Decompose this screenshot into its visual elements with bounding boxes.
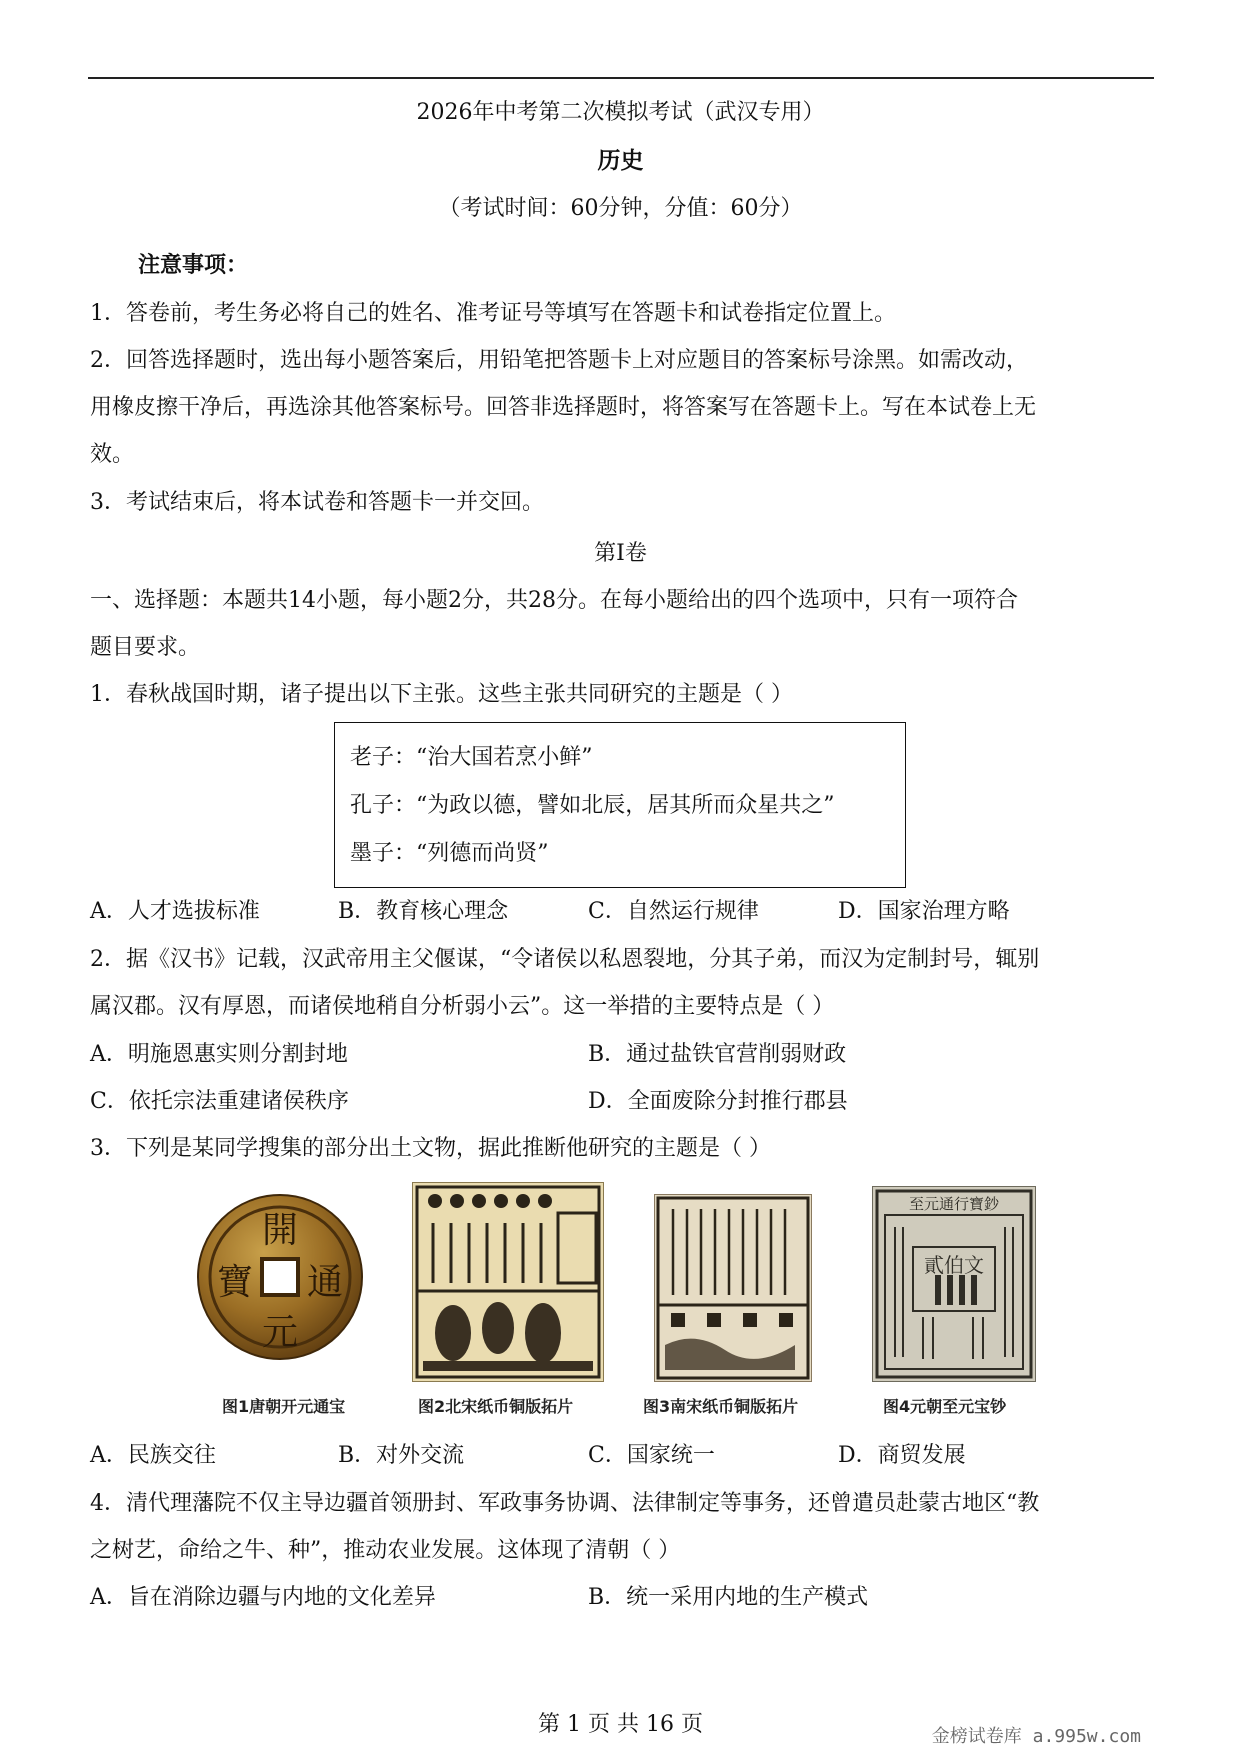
notice-item-2-line-3: 效。 bbox=[90, 442, 135, 467]
question-1-option-d: D．国家治理方略 bbox=[838, 899, 1010, 924]
question-1-stem: 1．春秋战国时期，诸子提出以下主张。这些主张共同研究的主题是（ ） bbox=[90, 682, 793, 707]
question-3-stem: 3．下列是某同学搜集的部分出土文物，据此推断他研究的主题是（ ） bbox=[90, 1136, 771, 1161]
question-3-option-c: C．国家统一 bbox=[588, 1443, 715, 1468]
notice-item-3: 3．考试结束后，将本试卷和答题卡一并交回。 bbox=[90, 490, 544, 515]
question-3-option-b: B．对外交流 bbox=[338, 1443, 465, 1468]
coin-char-left: 寶 bbox=[217, 1262, 254, 1303]
coin-char-bottom: 元 bbox=[262, 1312, 299, 1353]
quote-kongzi: 孔子：“为政以德，譬如北辰，居其所而众星共之” bbox=[350, 793, 835, 818]
question-2-stem-line-2: 属汉郡。汉有厚恩，而诸侯地稍自分析弱小云”。这一举措的主要特点是（ ） bbox=[90, 994, 835, 1019]
figure-2-northern-song-rubbing bbox=[412, 1182, 604, 1382]
question-1-option-c: C．自然运行规律 bbox=[588, 899, 759, 924]
rubbing-illustration bbox=[413, 1183, 603, 1381]
notice-item-2-line-2: 用橡皮擦干净后，再选涂其他答案标号。回答非选择题时，将答案写在答题卡上。写在本试卷上无 bbox=[90, 395, 1037, 420]
page-number: 第 1 页 共 16 页 bbox=[538, 1712, 703, 1737]
question-2-option-b: B．通过盐铁官营削弱财政 bbox=[588, 1042, 847, 1067]
banknote-value-text: 貳伯文 bbox=[924, 1253, 984, 1277]
figure-1-caption: 图1唐朝开元通宝 bbox=[222, 1397, 346, 1416]
watermark: 金榜试卷库 a.995w.com bbox=[931, 1726, 1141, 1747]
question-2-option-d: D．全面废除分封推行郡县 bbox=[588, 1089, 848, 1114]
banknote-header-text: 至元通行寶鈔 bbox=[908, 1195, 999, 1213]
section-1-line-1: 一、选择题：本题共14小题，每小题2分，共28分。在每小题给出的四个选项中，只有一项符合 bbox=[90, 588, 1018, 613]
question-4-option-a: A．旨在消除边疆与内地的文化差异 bbox=[90, 1585, 436, 1610]
question-1-option-a: A．人才选拔标准 bbox=[90, 899, 260, 924]
notice-item-2-line-1: 2．回答选择题时，选出每小题答案后，用铅笔把答题卡上对应题目的答案标号涂黑。如需改动， bbox=[90, 348, 1029, 373]
rubbing-illustration bbox=[655, 1195, 811, 1381]
question-4-option-b: B．统一采用内地的生产模式 bbox=[588, 1585, 869, 1610]
figure-3-southern-song-rubbing bbox=[654, 1194, 812, 1382]
notice-heading: 注意事项： bbox=[138, 252, 249, 278]
volume-heading: 第Ⅰ卷 bbox=[594, 541, 647, 566]
notice-item-1: 1．答卷前，考生务必将自己的姓名、准考证号等填写在答题卡和试卷指定位置上。 bbox=[90, 301, 896, 326]
question-2-option-a: A．明施恩惠实则分割封地 bbox=[90, 1042, 348, 1067]
figure-2-caption: 图2北宋纸币铜版拓片 bbox=[418, 1397, 574, 1416]
figure-4-caption: 图4元朝至元宝钞 bbox=[883, 1397, 1007, 1416]
subject-title: 历史 bbox=[597, 147, 644, 174]
exam-info: （考试时间：60分钟，分值：60分） bbox=[438, 196, 803, 221]
question-4-stem-line-2: 之树艺，命给之牛、种”，推动农业发展。这体现了清朝（ ） bbox=[90, 1538, 681, 1563]
quote-mozi: 墨子：“列德而尚贤” bbox=[350, 841, 549, 866]
figure-4-yuan-banknote bbox=[872, 1186, 1036, 1382]
question-3-option-d: D．商贸发展 bbox=[838, 1443, 966, 1468]
question-2-option-c: C．依托宗法重建诸侯秩序 bbox=[90, 1089, 349, 1114]
figure-3-caption: 图3南宋纸币铜版拓片 bbox=[643, 1397, 799, 1416]
quote-laozi: 老子：“治大国若烹小鲜” bbox=[350, 745, 593, 770]
question-1-option-b: B．教育核心理念 bbox=[338, 899, 509, 924]
question-2-stem-line-1: 2．据《汉书》记载，汉武帝用主父偃谋，“令诸侯以私恩裂地，分其子弟，而汉为定制封号，辄别 bbox=[90, 947, 1040, 972]
question-3-option-a: A．民族交往 bbox=[90, 1443, 216, 1468]
figure-1-kaiyuan-coin bbox=[195, 1192, 365, 1362]
question-4-stem-line-1: 4．清代理藩院不仅主导边疆首领册封、军政事务协调、法律制定等事务，还曾遣员赴蒙古地区“教 bbox=[90, 1491, 1040, 1516]
coin-char-top: 開 bbox=[262, 1210, 299, 1251]
exam-title: 2026年中考第二次模拟考试（武汉专用） bbox=[416, 100, 825, 125]
banknote-illustration bbox=[873, 1187, 1035, 1381]
coin-char-right: 通 bbox=[307, 1262, 344, 1303]
top-rule bbox=[88, 77, 1154, 79]
section-1-line-2: 题目要求。 bbox=[90, 635, 201, 660]
